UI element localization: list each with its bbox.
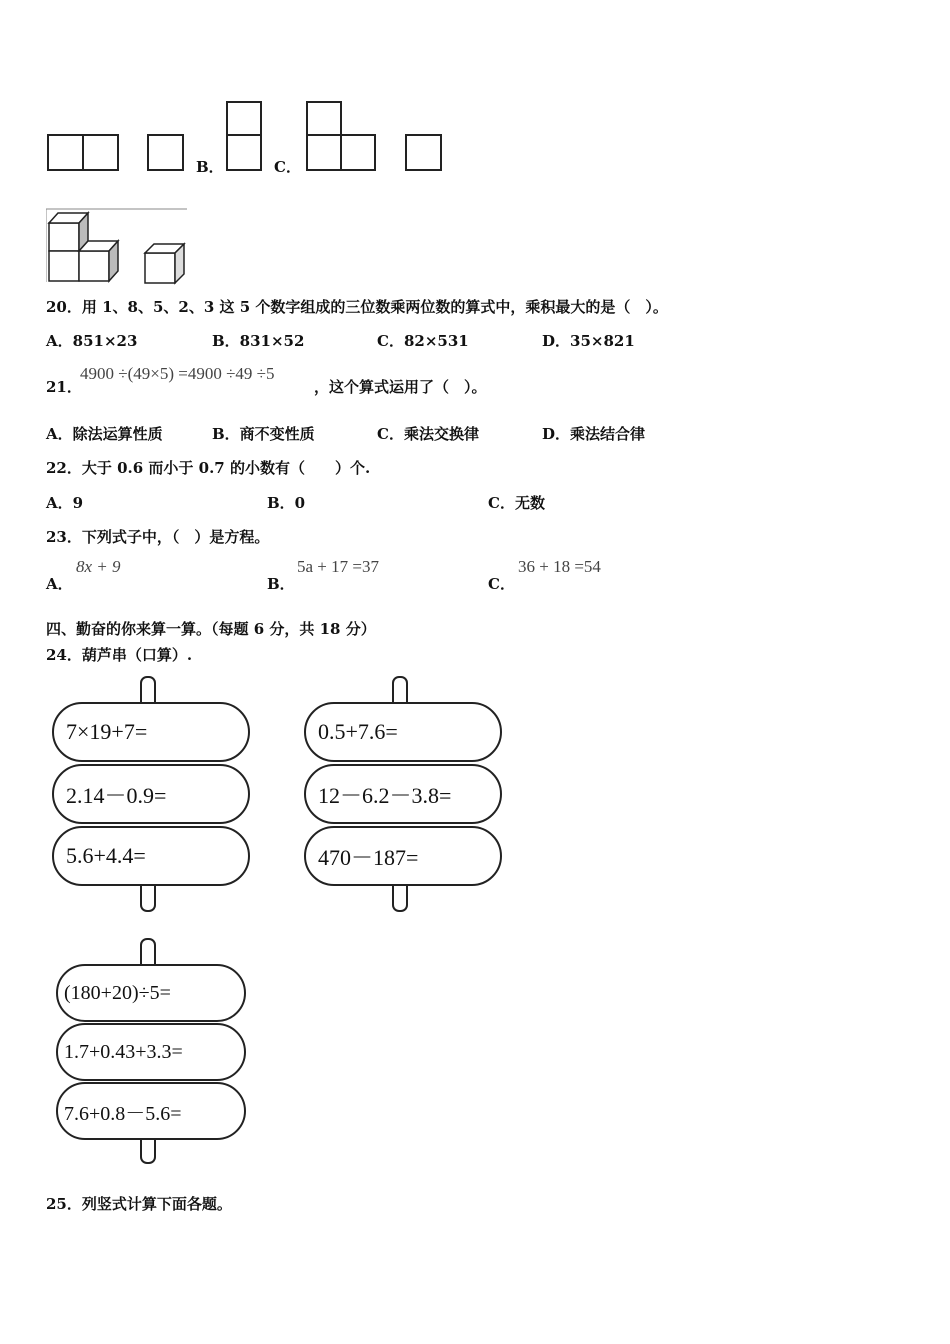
- q22-option-b: B．0: [267, 494, 306, 512]
- gourd-2-bead-3: 470－187=: [304, 826, 502, 886]
- figure-b-square-top: [226, 101, 262, 136]
- q20-option-d: D．35×821: [542, 332, 635, 350]
- figure-c-label: C．: [274, 158, 301, 176]
- gourd-1-bead-1: 7×19+7=: [52, 702, 250, 762]
- q21-option-d: D．乘法结合律: [542, 425, 646, 443]
- figure-c-square-br: [340, 134, 376, 171]
- gourd-3-bead-1: (180+20)÷5=: [56, 964, 246, 1022]
- q20-stem: 20．用 1、8、5、2、3 这 5 个数字组成的三位数乘两位数的算式中，乘积最大的是（ ）。: [46, 298, 668, 316]
- q23-option-c-label: C．: [488, 575, 515, 593]
- q20-option-c: C．82×531: [377, 332, 469, 350]
- q20-option-b: B．831×52: [212, 332, 305, 350]
- gourd-3-bead-2: 1.7+0.43+3.3=: [56, 1023, 246, 1081]
- gourd-1: [52, 676, 252, 912]
- figure-b-square-bottom: [226, 134, 262, 171]
- figure-c-square-top: [306, 101, 342, 136]
- gourd-2: [304, 676, 504, 912]
- gourd-1-bead-3: 5.6+4.4=: [52, 826, 250, 886]
- q23-option-c-formula: 36 + 18 =54: [518, 557, 601, 576]
- figure-d-square: [405, 134, 442, 171]
- figure-a-square-1: [47, 134, 84, 171]
- q23-option-b-formula: 5a + 17 =37: [297, 557, 379, 576]
- q21-number: 21．: [46, 378, 82, 396]
- gourd-3-bead-3: 7.6+0.8－5.6=: [56, 1082, 246, 1140]
- section-4-heading: 四、勤奋的你来算一算。（每题 6 分，共 18 分）: [46, 620, 376, 638]
- figure-a-square-2: [82, 134, 119, 171]
- q23-option-a-label: A．: [46, 575, 73, 593]
- q21-option-a: A．除法运算性质: [46, 425, 163, 443]
- gourd-3: [56, 938, 248, 1164]
- q24-stem: 24．葫芦串（口算）.: [46, 646, 193, 664]
- q22-option-c: C．无数: [488, 494, 545, 512]
- gourd-1-bead-2: 2.14－0.9=: [52, 764, 250, 824]
- q22-option-a: A．9: [46, 494, 84, 512]
- q21-stem: ，这个算式运用了（ ）。: [314, 378, 487, 396]
- q22-stem: 22．大于 0.6 而小于 0.7 的小数有（ ）个.: [46, 459, 371, 477]
- gourd-2-bead-2: 12－6.2－3.8=: [304, 764, 502, 824]
- q23-stem: 23．下列式子中，（ ）是方程。: [46, 528, 270, 546]
- q23-option-a-formula: 8x + 9: [76, 557, 121, 576]
- q20-option-a: A．851×23: [46, 332, 138, 350]
- figure-b-label: B．: [196, 158, 224, 176]
- q21-formula: 4900 ÷(49×5) =4900 ÷49 ÷5: [80, 364, 275, 383]
- q25-stem: 25．列竖式计算下面各题。: [46, 1195, 232, 1213]
- q21-option-c: C．乘法交换律: [377, 425, 479, 443]
- q23-option-b-label: B．: [267, 575, 295, 593]
- figure-a-square-3: [147, 134, 184, 171]
- gourd-2-bead-1: 0.5+7.6=: [304, 702, 502, 762]
- figure-c-square-bl: [306, 134, 342, 171]
- q21-option-b: B．商不变性质: [212, 425, 315, 443]
- cube-figure: [46, 208, 188, 286]
